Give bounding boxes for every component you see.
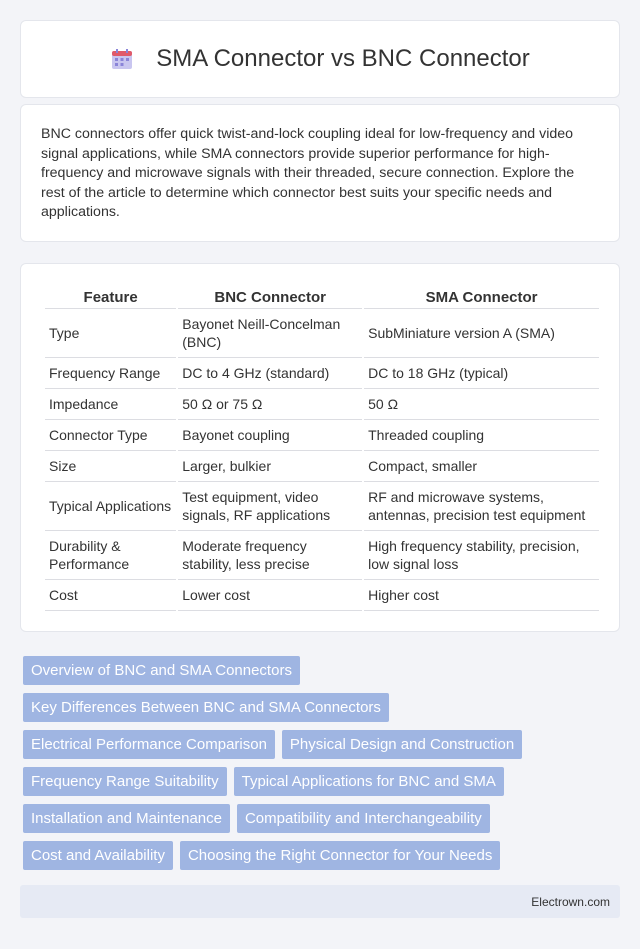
topic-link-overview[interactable]: Overview of BNC and SMA Connectors [23,656,300,685]
table-cell: Frequency Range [45,358,176,389]
header-feature: Feature [45,284,176,309]
topic-link-compatibility[interactable]: Compatibility and Interchangeability [237,804,490,833]
topic-link-key-differences[interactable]: Key Differences Between BNC and SMA Connectors [23,693,389,722]
table-row [45,420,599,451]
table-row [45,580,599,611]
footer-source: Electrown.com [531,894,610,909]
intro-card [20,104,620,242]
table-cell: RF and microwave systems, antennas, precision test equipment [364,482,599,531]
table-cell: Bayonet coupling [178,420,362,451]
topic-row [23,841,623,870]
table-cell: Threaded coupling [364,420,599,451]
header-bnc: BNC Connector [178,284,362,309]
table-cell: Bayonet Neill-Concelman (BNC) [178,309,362,358]
topic-row [23,804,623,833]
topic-row [23,693,623,722]
table-cell: Durability & Performance [45,531,176,580]
header-sma: SMA Connector [364,284,599,309]
topic-link-physical-design[interactable]: Physical Design and Construction [282,730,522,759]
table-cell: Type [45,309,176,358]
table-cell: DC to 18 GHz (typical) [364,358,599,389]
table-cell: Higher cost [364,580,599,611]
topic-link-choosing[interactable]: Choosing the Right Connector for Your Needs [180,841,500,870]
table-cell: DC to 4 GHz (standard) [178,358,362,389]
table-cell: Connector Type [45,420,176,451]
table-cell: Impedance [45,389,176,420]
table-cell: High frequency stability, precision, low signal loss [364,531,599,580]
comparison-table [43,284,601,611]
table-cell: Larger, bulkier [178,451,362,482]
calendar-icon [110,47,134,71]
table-cell: Lower cost [178,580,362,611]
title-card [20,20,620,98]
topic-row [23,767,623,796]
table-cell: Moderate frequency stability, less precise [178,531,362,580]
table-row [45,358,599,389]
table-row [45,482,599,531]
table-cell: Typical Applications [45,482,176,531]
topic-link-cost[interactable]: Cost and Availability [23,841,173,870]
intro-paragraph: BNC connectors offer quick twist-and-lock coupling ideal for low-frequency and video signal applications, while SMA connectors provide superior performance for high-frequency and microwave signals with their threaded, secure connection. Explore the rest of the article to determine which connector best suits your specific needs and applications. [41,126,575,220]
footer [20,885,620,918]
topic-links [23,656,623,878]
comparison-table-card [20,263,620,632]
page-title: SMA Connector vs BNC Connector [156,45,530,72]
table-cell: Compact, smaller [364,451,599,482]
topic-link-installation[interactable]: Installation and Maintenance [23,804,230,833]
topic-row [23,656,623,685]
table-cell: Cost [45,580,176,611]
table-header-row [45,284,599,309]
table-row [45,309,599,358]
table-cell: Size [45,451,176,482]
topic-link-frequency-range[interactable]: Frequency Range Suitability [23,767,227,796]
table-row [45,451,599,482]
topic-link-electrical-performance[interactable]: Electrical Performance Comparison [23,730,275,759]
topic-link-typical-applications[interactable]: Typical Applications for BNC and SMA [234,767,504,796]
table-cell: Test equipment, video signals, RF applications [178,482,362,531]
topic-row [23,730,623,759]
table-row [45,531,599,580]
table-cell: SubMiniature version A (SMA) [364,309,599,358]
table-cell: 50 Ω or 75 Ω [178,389,362,420]
table-cell: 50 Ω [364,389,599,420]
table-row [45,389,599,420]
